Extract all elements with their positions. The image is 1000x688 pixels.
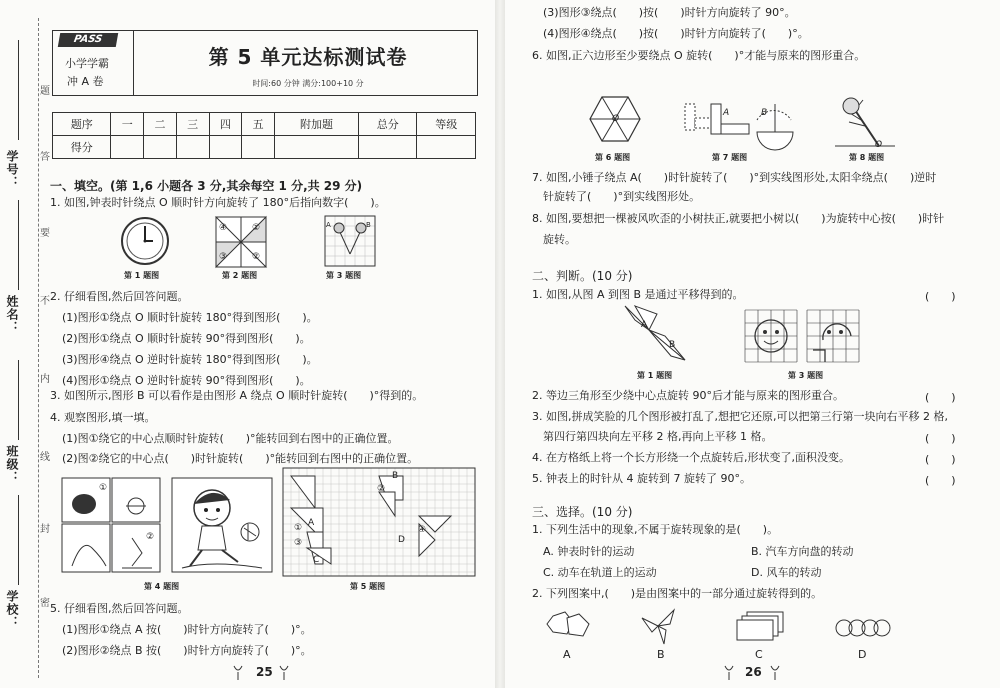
stacked-rect-option-icon[interactable] bbox=[737, 612, 785, 642]
table-header-cell: 三 bbox=[176, 113, 209, 136]
score-cell[interactable] bbox=[144, 136, 177, 159]
choice-2: 2. 下列图案中,( )是由图案中的一部分通过旋转得到的。 bbox=[532, 587, 823, 600]
pass-logo: PASS bbox=[58, 33, 118, 47]
question-4-1: (1)图①绕它的中心点顺时针旋转( )°能转回到右图中的正确位置。 bbox=[62, 432, 399, 445]
page-number: 25 bbox=[256, 665, 273, 679]
question-4-2: (2)图②绕它的中心点( )时针旋转( )°能转回到右图中的正确位置。 bbox=[62, 452, 419, 465]
shape-label: A bbox=[326, 221, 331, 229]
question-5: 5. 仔细看图,然后回答问题。 bbox=[50, 602, 189, 615]
shape-label: ③ bbox=[294, 538, 303, 548]
rings-option-icon[interactable] bbox=[835, 618, 891, 638]
question-6: 6. 如图,正六边形至少要绕点 O 旋转( )°才能与原来的图形重合。 bbox=[532, 49, 866, 62]
choice-1-option-b[interactable]: B. 汽车方向盘的转动 bbox=[751, 545, 854, 558]
question-2-4: (4)图形①绕点 O 逆时针旋转 90°得到图形( )。 bbox=[62, 374, 311, 387]
question-7b: 针旋转了( )°到实线图形处。 bbox=[543, 190, 701, 203]
question-1: 1. 如图,钟表时针绕点 O 顺时针方向旋转了 180°后指向数字( )。 bbox=[50, 196, 386, 209]
caption-q5: 第 5 题图 bbox=[350, 582, 386, 591]
answer-paren[interactable]: ( ) bbox=[925, 391, 956, 404]
student-id-field[interactable] bbox=[18, 40, 19, 140]
score-cell[interactable] bbox=[111, 136, 144, 159]
page-title: 第 5 单元达标测试卷 bbox=[208, 45, 408, 69]
score-cell[interactable] bbox=[242, 136, 275, 159]
table-header-cell: 五 bbox=[242, 113, 275, 136]
caption-q1-fig1: 第 1 题图 bbox=[124, 271, 160, 280]
level-name: 冲 A 卷 bbox=[67, 75, 104, 88]
boy-puzzle-figure bbox=[62, 478, 272, 574]
answer-paren[interactable]: ( ) bbox=[925, 290, 956, 303]
shape-label: B bbox=[669, 340, 676, 350]
question-8a: 8. 如图,要想把一棵被风吹歪的小树扶正,就要把小树以( )为旋转中心按( )时针 bbox=[532, 212, 945, 225]
quadrant-label: ③ bbox=[219, 252, 228, 262]
caption-q6: 第 6 题图 bbox=[595, 153, 631, 162]
judge-3b: 第四行第四块向左平移 2 格,再向上平移 1 格。 bbox=[543, 430, 773, 443]
class-field[interactable] bbox=[18, 360, 19, 440]
shape-label: ④ bbox=[418, 525, 427, 535]
label-class: 班级： bbox=[5, 445, 19, 484]
seal-char: 线 bbox=[40, 452, 50, 463]
caption-j3: 第 3 题图 bbox=[788, 371, 824, 380]
score-cell[interactable] bbox=[359, 136, 417, 159]
option-label-d: D bbox=[858, 648, 867, 661]
seal-char: 密 bbox=[40, 598, 50, 609]
choice-1: 1. 下列生活中的现象,不属于旋转现象的是( )。 bbox=[532, 523, 779, 536]
caption-q8: 第 8 题图 bbox=[849, 153, 885, 162]
judge-2: 2. 等边三角形至少绕中心点旋转 90°后才能与原来的图形重合。 bbox=[532, 389, 844, 402]
question-3: 3. 如图所示,图形 B 可以看作是由图形 A 绕点 O 顺时针旋转( )°得到的。 bbox=[50, 389, 424, 402]
caption-q1-fig3: 第 3 题图 bbox=[326, 271, 362, 280]
score-cell[interactable] bbox=[209, 136, 242, 159]
table-header-cell: 等级 bbox=[417, 113, 476, 136]
seal-char: 内 bbox=[40, 374, 50, 385]
point-label: B bbox=[761, 108, 768, 118]
seal-char: 题 bbox=[40, 86, 50, 97]
cut-line bbox=[38, 18, 39, 678]
shape-label: ① bbox=[294, 523, 303, 533]
point-label: O bbox=[612, 114, 620, 124]
table-row bbox=[53, 136, 476, 159]
tree-figure bbox=[835, 96, 895, 150]
quadrant-label: ① bbox=[252, 223, 261, 233]
puzzle-label: ② bbox=[146, 532, 155, 542]
score-cell[interactable] bbox=[417, 136, 476, 159]
answer-paren[interactable]: ( ) bbox=[925, 453, 956, 466]
choice-1-option-c[interactable]: C. 动车在轨道上的运动 bbox=[543, 566, 657, 579]
point-label: O bbox=[875, 140, 883, 150]
hammer-umbrella-figure bbox=[685, 100, 795, 150]
caption-q7: 第 7 题图 bbox=[712, 153, 748, 162]
table-header-cell: 总分 bbox=[359, 113, 417, 136]
quadrant-label: ④ bbox=[219, 223, 228, 233]
label-school: 学校： bbox=[5, 590, 19, 629]
question-5-2: (2)图形②绕点 B 按( )时针方向旋转了( )°。 bbox=[62, 644, 312, 657]
name-field[interactable] bbox=[18, 200, 19, 290]
pinwheel-option-icon[interactable] bbox=[640, 610, 680, 644]
table-header-cell: 四 bbox=[209, 113, 242, 136]
table-header-cell: 得分 bbox=[53, 136, 111, 159]
page-number: 26 bbox=[745, 665, 762, 679]
header-divider bbox=[133, 31, 134, 95]
question-2: 2. 仔细看图,然后回答问题。 bbox=[50, 290, 189, 303]
choice-1-option-a[interactable]: A. 钟表时针的运动 bbox=[543, 545, 635, 558]
answer-paren[interactable]: ( ) bbox=[925, 432, 956, 445]
point-label: D bbox=[398, 535, 405, 545]
smiley-grid-figure bbox=[745, 310, 859, 364]
judge-5: 5. 钟表上的时针从 4 旋转到 7 旋转了 90°。 bbox=[532, 472, 751, 485]
point-label: A bbox=[308, 518, 315, 528]
label-name: 姓名： bbox=[5, 295, 19, 334]
caption-q4: 第 4 题图 bbox=[144, 582, 180, 591]
section-judgment: 二、判断。(10 分) bbox=[532, 269, 633, 283]
score-cell[interactable] bbox=[176, 136, 209, 159]
option-label-a: A bbox=[563, 648, 571, 661]
seal-char: 封 bbox=[40, 524, 50, 535]
question-5-1: (1)图形①绕点 A 按( )时针方向旋转了( )°。 bbox=[62, 623, 312, 636]
question-5-4: (4)图形④绕点( )按( )时针方向旋转了( )°。 bbox=[543, 27, 809, 40]
page-fold bbox=[495, 0, 505, 688]
shape-label: A bbox=[641, 320, 648, 330]
choice-1-option-d[interactable]: D. 风车的转动 bbox=[751, 566, 822, 579]
question-4: 4. 观察图形,填一填。 bbox=[50, 411, 156, 424]
score-cell[interactable] bbox=[274, 136, 358, 159]
seal-char: 要 bbox=[40, 228, 50, 239]
question-2-1: (1)图形①绕点 O 顺时针旋转 180°得到图形( )。 bbox=[62, 311, 318, 324]
time-info: 时间:60 分钟 满分:100+10 分 bbox=[252, 79, 364, 88]
clock-figure bbox=[120, 216, 170, 266]
point-label: C bbox=[313, 555, 320, 565]
table-header-cell: 题序 bbox=[53, 113, 111, 136]
point-label: A bbox=[723, 108, 730, 118]
question-2-3: (3)图形④绕点 O 逆时针旋转 180°得到图形( )。 bbox=[62, 353, 318, 366]
shape-label: B bbox=[366, 221, 371, 229]
judge-4: 4. 在方格纸上将一个长方形绕一个点旋转后,形状变了,面积没变。 bbox=[532, 451, 850, 464]
school-field[interactable] bbox=[18, 495, 19, 585]
caption-q1-fig2: 第 2 题图 bbox=[222, 271, 258, 280]
puzzle-label: ① bbox=[99, 483, 108, 493]
option-label-c: C bbox=[755, 648, 763, 661]
shape-label: ② bbox=[377, 484, 386, 494]
caption-j1: 第 1 题图 bbox=[637, 371, 673, 380]
label-student-id: 学号： bbox=[5, 150, 19, 189]
option-label-b: B bbox=[657, 648, 665, 661]
score-table bbox=[52, 112, 476, 159]
point-label: B bbox=[392, 471, 399, 481]
table-header-cell: 附加题 bbox=[274, 113, 358, 136]
table-header-cell: 一 bbox=[111, 113, 144, 136]
table-header-cell: 二 bbox=[144, 113, 177, 136]
series-name: 小学学霸 bbox=[65, 57, 109, 70]
parallelogram-figure bbox=[625, 306, 685, 362]
section-fill-blank: 一、填空。(第 1,6 小题各 3 分,其余每空 1 分,共 29 分) bbox=[50, 179, 363, 193]
quadrant-label: ② bbox=[252, 252, 261, 262]
question-5-3: (3)图形③绕点( )按( )时针方向旋转了 90°。 bbox=[543, 6, 796, 19]
judge-3a: 3. 如图,拼成笑脸的几个图形被打乱了,想把它还原,可以把第三行第一块向右平移 2 格, bbox=[532, 410, 948, 423]
question-2-2: (2)图形①绕点 O 顺时针旋转 90°得到图形( )。 bbox=[62, 332, 311, 345]
right-page bbox=[505, 0, 1000, 688]
question-7a: 7. 如图,小锤子绕点 A( )时针旋转了( )°到实线图形处,太阳伞绕点( )逆时 bbox=[532, 171, 937, 184]
seal-char: 不 bbox=[40, 296, 50, 307]
judge-1: 1. 如图,从图 A 到图 B 是通过平移得到的。 bbox=[532, 288, 744, 301]
question-8b: 旋转。 bbox=[543, 233, 576, 246]
answer-paren[interactable]: ( ) bbox=[925, 474, 956, 487]
left-page bbox=[0, 0, 495, 688]
pentagons-option-icon[interactable] bbox=[545, 612, 593, 644]
binding-margin bbox=[0, 0, 50, 688]
seal-char: 答 bbox=[40, 152, 50, 163]
exam-header bbox=[52, 30, 478, 96]
table-row bbox=[53, 113, 476, 136]
section-choice: 三、选择。(10 分) bbox=[532, 505, 633, 519]
